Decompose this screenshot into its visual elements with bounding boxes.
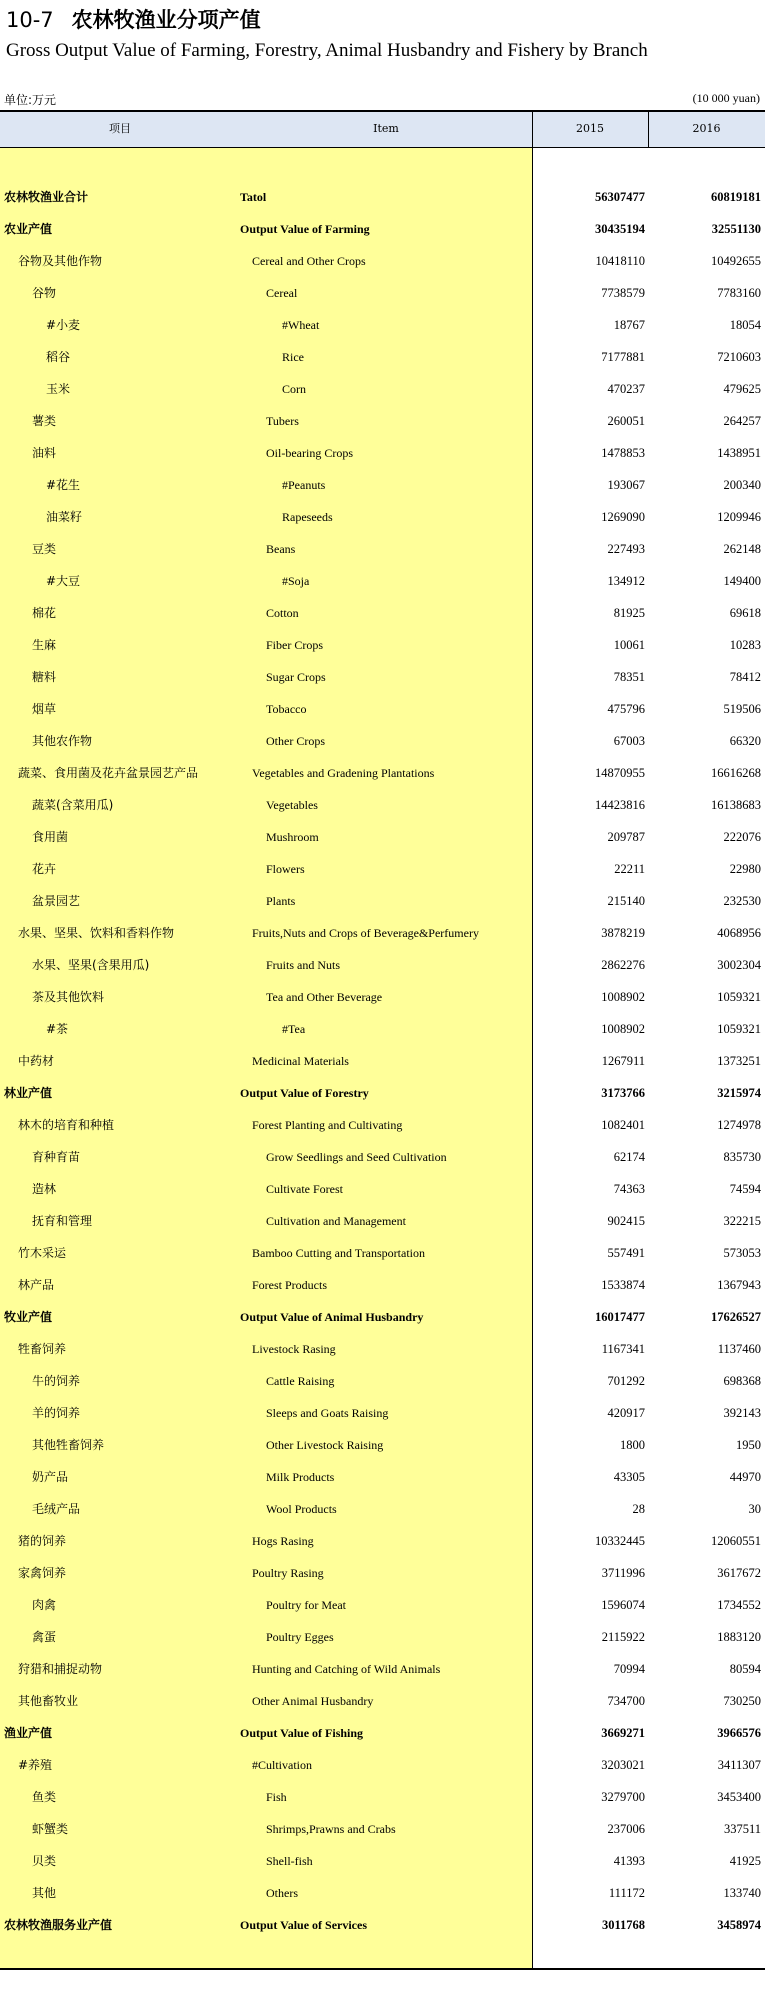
value-2015: 734700: [607, 1694, 645, 1708]
table-row: [0, 1845, 765, 1877]
row-label-cn: 狩猎和捕捉动物: [18, 1662, 103, 1676]
table-row: [0, 1365, 765, 1397]
table-row: [0, 1397, 765, 1429]
row-label-cn: 毛绒产品: [32, 1502, 81, 1516]
value-2015: 3203021: [601, 1758, 645, 1772]
value-2016: 7210603: [717, 350, 761, 364]
table-row: [0, 405, 765, 437]
row-label-cn: 竹木采运: [18, 1246, 67, 1260]
value-2016: 1373251: [717, 1054, 761, 1068]
table-row: [0, 1461, 765, 1493]
row-label-cn: 水果、坚果(含果用瓜): [32, 958, 150, 972]
value-2015: 30435194: [595, 222, 645, 236]
table-row: [0, 341, 765, 373]
table-row: [0, 821, 765, 853]
value-2016: 133740: [723, 1886, 761, 1900]
table-row: [0, 661, 765, 693]
table-row: [0, 1557, 765, 1589]
table-row: [0, 693, 765, 725]
row-label-en: Hunting and Catching of Wild Animals: [252, 1662, 441, 1676]
row-label-en: Vegetables and Gradening Plantations: [252, 766, 435, 780]
value-2016: 392143: [723, 1406, 761, 1420]
value-2016: 232530: [723, 894, 761, 908]
row-label-en: Grow Seedlings and Seed Cultivation: [266, 1150, 447, 1164]
value-2016: 3966576: [717, 1726, 761, 1740]
value-2015: 3173766: [601, 1086, 645, 1100]
row-label-en: Poultry Egges: [266, 1630, 334, 1644]
value-2015: 3669271: [601, 1726, 645, 1740]
value-2015: 70994: [613, 1662, 645, 1676]
row-label-en: Shell-fish: [266, 1854, 313, 1868]
value-2015: 1533874: [601, 1278, 645, 1292]
row-label-cn: 花卉: [32, 862, 57, 876]
row-label-cn: 农林牧渔服务业产值: [4, 1918, 113, 1932]
table-row: [0, 469, 765, 501]
row-label-cn: 林木的培育和种植: [18, 1118, 115, 1132]
header-item-en: Item: [373, 122, 399, 135]
table-row: [0, 1333, 765, 1365]
row-label-en: Sleeps and Goats Raising: [266, 1406, 389, 1420]
value-2015: 67003: [613, 734, 645, 748]
row-label-cn: 渔业产值: [4, 1726, 53, 1740]
value-2015: 43305: [613, 1470, 645, 1484]
value-2015: 18767: [613, 318, 645, 332]
row-label-cn: 其他畜牧业: [18, 1694, 79, 1708]
row-label-cn: 贝类: [32, 1854, 57, 1868]
row-label-en: Livestock Rasing: [252, 1342, 336, 1356]
value-2015: 3279700: [601, 1790, 645, 1804]
header-year-2016: 2016: [692, 122, 721, 135]
unit-cn: 单位:万元: [4, 93, 57, 107]
table-title: [6, 4, 261, 34]
value-2015: 3011768: [601, 1918, 645, 1932]
value-2015: 420917: [607, 1406, 645, 1420]
table-row: [0, 1749, 765, 1781]
value-2016: 1137460: [717, 1342, 761, 1356]
value-2015: 557491: [607, 1246, 645, 1260]
row-label-cn: 牛的饲养: [32, 1374, 81, 1388]
value-2016: 1367943: [717, 1278, 761, 1292]
row-label-en: Fish: [266, 1790, 287, 1804]
row-label-en: Vegetables: [266, 798, 318, 812]
value-2016: 3617672: [717, 1566, 761, 1580]
row-label-cn: 生麻: [32, 638, 57, 652]
table-row: [0, 1301, 765, 1333]
value-2016: 149400: [723, 574, 761, 588]
row-label-cn: 糖料: [32, 670, 57, 684]
row-label-en: Mushroom: [266, 830, 319, 844]
value-2016: 1059321: [717, 990, 761, 1004]
value-2015: 14423816: [595, 798, 645, 812]
value-2015: 193067: [607, 478, 645, 492]
table-row: [0, 1685, 765, 1717]
value-2015: 3711996: [601, 1566, 645, 1580]
table-row: [0, 245, 765, 277]
table-row: [0, 1781, 765, 1813]
value-2016: 66320: [729, 734, 761, 748]
row-label-en: Poultry for Meat: [266, 1598, 346, 1612]
table-row: [0, 1717, 765, 1749]
value-2016: 3215974: [717, 1086, 761, 1100]
value-2015: 227493: [607, 542, 645, 556]
row-label-en: Tatol: [240, 190, 267, 204]
row-label-en: Medicinal Materials: [252, 1054, 349, 1068]
row-label-cn: 茶及其他饮料: [32, 990, 105, 1004]
value-2016: 7783160: [717, 286, 761, 300]
value-2016: 41925: [729, 1854, 761, 1868]
value-2016: 262148: [723, 542, 761, 556]
row-label-cn: 烟草: [32, 702, 57, 716]
value-2015: 14870955: [595, 766, 645, 780]
row-label-en: Cereal: [266, 286, 298, 300]
value-2015: 56307477: [595, 190, 645, 204]
value-2016: 519506: [723, 702, 761, 716]
row-label-en: Tubers: [266, 414, 299, 428]
value-2016: 1883120: [717, 1630, 761, 1644]
value-2016: 3002304: [717, 958, 761, 972]
value-2015: 62174: [613, 1150, 645, 1164]
value-2015: 1800: [620, 1438, 645, 1452]
value-2016: 1438951: [717, 446, 761, 460]
title-en: Gross Output Value of Farming, Forestry, Animal Husbandry and Fishery by Branch: [6, 40, 648, 61]
value-2016: 337511: [723, 1822, 761, 1836]
row-label-en: Rice: [282, 350, 304, 364]
value-2015: 237006: [607, 1822, 645, 1836]
row-label-cn: 农林牧渔业合计: [4, 190, 89, 204]
row-label-cn: #大豆: [46, 574, 81, 588]
table-row: [0, 1525, 765, 1557]
table-number: 10-7: [6, 8, 54, 32]
value-2016: 698368: [723, 1374, 761, 1388]
value-2016: 22980: [729, 862, 761, 876]
table-row: [0, 565, 765, 597]
row-label-en: Tea and Other Beverage: [266, 990, 383, 1004]
value-2016: 835730: [723, 1150, 761, 1164]
value-2015: 1269090: [601, 510, 645, 524]
value-2015: 1167341: [601, 1342, 645, 1356]
row-label-en: #Tea: [282, 1022, 306, 1036]
row-label-en: Poultry Rasing: [252, 1566, 324, 1580]
row-label-cn: 牲畜饲养: [18, 1342, 67, 1356]
row-label-cn: 肉禽: [32, 1598, 57, 1612]
row-label-en: Cotton: [266, 606, 299, 620]
value-2015: 2115922: [601, 1630, 645, 1644]
row-label-en: Fiber Crops: [266, 638, 323, 652]
table-row: [0, 181, 765, 213]
value-2016: 1950: [736, 1438, 761, 1452]
table-row: [0, 1909, 765, 1941]
row-label-cn: 蔬菜、食用菌及花卉盆景园艺产品: [18, 766, 199, 780]
header-bottom-rule: [0, 147, 765, 148]
row-label-en: Other Crops: [266, 734, 325, 748]
table-row: [0, 1877, 765, 1909]
row-label-cn: 玉米: [46, 382, 71, 396]
row-label-cn: 油菜籽: [46, 510, 83, 524]
value-2015: 701292: [607, 1374, 645, 1388]
table-row: [0, 789, 765, 821]
value-2016: 1734552: [717, 1598, 761, 1612]
row-label-cn: 其他农作物: [32, 734, 93, 748]
column-divider: [648, 111, 649, 147]
value-2015: 1596074: [601, 1598, 645, 1612]
value-2015: 16017477: [595, 1310, 645, 1324]
table-row: [0, 1077, 765, 1109]
value-2016: 264257: [723, 414, 761, 428]
table-row: [0, 597, 765, 629]
table-row: [0, 917, 765, 949]
row-label-cn: 抚育和管理: [32, 1214, 93, 1228]
row-label-en: Bamboo Cutting and Transportation: [252, 1246, 426, 1260]
row-label-en: Cereal and Other Crops: [252, 254, 366, 268]
value-2015: 1008902: [601, 1022, 645, 1036]
value-2016: 200340: [723, 478, 761, 492]
value-2016: 1059321: [717, 1022, 761, 1036]
value-2016: 1274978: [717, 1118, 761, 1132]
title-cn: 农林牧渔业分项产值: [71, 8, 261, 32]
value-2015: 2862276: [601, 958, 645, 972]
value-2016: 44970: [729, 1470, 761, 1484]
value-2015: 902415: [607, 1214, 645, 1228]
row-label-en: Output Value of Farming: [240, 222, 370, 236]
table-row: [0, 1173, 765, 1205]
row-label-cn: 家禽饲养: [18, 1566, 67, 1580]
value-2016: 322215: [723, 1214, 761, 1228]
value-2016: 1209946: [717, 510, 761, 524]
row-label-cn: 猪的饲养: [18, 1534, 67, 1548]
row-label-en: Plants: [266, 894, 296, 908]
value-2015: 10332445: [595, 1534, 645, 1548]
table-row: [0, 885, 765, 917]
value-2015: 209787: [607, 830, 645, 844]
row-label-en: Shrimps,Prawns and Crabs: [266, 1822, 396, 1836]
value-2016: 3458974: [717, 1918, 761, 1932]
value-2016: 74594: [729, 1182, 761, 1196]
value-2015: 41393: [613, 1854, 645, 1868]
value-2016: 17626527: [711, 1310, 761, 1324]
table-row: [0, 437, 765, 469]
value-2016: 78412: [729, 670, 761, 684]
value-2016: 10283: [729, 638, 761, 652]
value-2016: 16138683: [711, 798, 761, 812]
row-label-cn: 禽蛋: [32, 1630, 57, 1644]
table-row: [0, 1141, 765, 1173]
row-label-cn: #养殖: [18, 1758, 53, 1772]
value-2015: 74363: [613, 1182, 645, 1196]
row-label-cn: 造林: [32, 1182, 57, 1196]
row-label-cn: 水果、坚果、饮料和香料作物: [18, 926, 175, 940]
table-row: [0, 1429, 765, 1461]
table-row: [0, 373, 765, 405]
row-label-en: #Soja: [282, 574, 310, 588]
table-row: [0, 1813, 765, 1845]
table-row: [0, 1589, 765, 1621]
value-2015: 22211: [614, 862, 645, 876]
row-label-en: Fruits,Nuts and Crops of Beverage&Perfumery: [252, 926, 479, 940]
row-label-en: Fruits and Nuts: [266, 958, 341, 972]
table-row: [0, 277, 765, 309]
row-label-cn: 牧业产值: [4, 1310, 53, 1324]
value-2015: 1478853: [601, 446, 645, 460]
table-row: [0, 853, 765, 885]
row-label-cn: 林产品: [18, 1278, 55, 1292]
row-label-en: #Cultivation: [252, 1758, 312, 1772]
row-label-cn: 豆类: [32, 542, 57, 556]
row-label-en: Output Value of Services: [240, 1918, 368, 1932]
row-label-cn: 农业产值: [4, 222, 53, 236]
row-label-en: Rapeseeds: [282, 510, 333, 524]
row-label-en: Output Value of Fishing: [240, 1726, 364, 1740]
value-2015: 7177881: [601, 350, 645, 364]
row-label-cn: #小麦: [46, 318, 81, 332]
value-2016: 730250: [723, 1694, 761, 1708]
value-2015: 111172: [608, 1886, 645, 1900]
value-2016: 573053: [723, 1246, 761, 1260]
value-2015: 28: [632, 1502, 645, 1516]
table-row: [0, 1621, 765, 1653]
row-label-en: Output Value of Forestry: [240, 1086, 369, 1100]
value-2016: 60819181: [711, 190, 761, 204]
row-label-cn: 虾蟹类: [32, 1822, 69, 1836]
row-label-en: Others: [266, 1886, 298, 1900]
row-label-en: Oil-bearing Crops: [266, 446, 353, 460]
table-row: [0, 213, 765, 245]
row-label-en: Corn: [282, 382, 306, 396]
value-2016: 18054: [729, 318, 761, 332]
table-row: [0, 981, 765, 1013]
value-2015: 78351: [613, 670, 645, 684]
value-2016: 10492655: [711, 254, 761, 268]
row-label-en: Forest Planting and Cultivating: [252, 1118, 403, 1132]
row-label-cn: 奶产品: [32, 1470, 69, 1484]
value-2016: 3411307: [717, 1758, 761, 1772]
row-label-cn: 其他牲畜饲养: [32, 1438, 105, 1452]
row-label-cn: 稻谷: [46, 350, 71, 364]
row-label-cn: 中药材: [18, 1054, 55, 1068]
value-2015: 10061: [613, 638, 645, 652]
row-label-en: #Wheat: [282, 318, 320, 332]
value-2016: 4068956: [717, 926, 761, 940]
table-row: [0, 1269, 765, 1301]
value-2015: 81925: [613, 606, 645, 620]
value-2016: 3453400: [717, 1790, 761, 1804]
row-label-cn: 育种育苗: [32, 1150, 81, 1164]
value-2016: 30: [748, 1502, 761, 1516]
row-label-en: Sugar Crops: [266, 670, 326, 684]
value-2016: 12060551: [711, 1534, 761, 1548]
table-row: [0, 1493, 765, 1525]
row-label-en: Forest Products: [252, 1278, 327, 1292]
row-label-en: Other Livestock Raising: [266, 1438, 384, 1452]
row-label-cn: 鱼类: [32, 1790, 57, 1804]
row-label-en: Tobacco: [266, 702, 307, 716]
value-2015: 1082401: [601, 1118, 645, 1132]
value-2016: 222076: [723, 830, 761, 844]
table-row: [0, 1013, 765, 1045]
table-top-rule: [0, 110, 765, 112]
row-label-cn: 其他: [32, 1886, 57, 1900]
row-label-en: Output Value of Animal Husbandry: [240, 1310, 424, 1324]
table-row: [0, 1653, 765, 1685]
value-2015: 134912: [607, 574, 645, 588]
row-label-en: Milk Products: [266, 1470, 335, 1484]
row-label-en: Flowers: [266, 862, 305, 876]
table-row: [0, 1045, 765, 1077]
row-label-cn: #茶: [46, 1022, 69, 1036]
row-label-en: #Peanuts: [282, 478, 326, 492]
table-row: [0, 1237, 765, 1269]
value-2016: 69618: [729, 606, 761, 620]
row-label-en: Hogs Rasing: [252, 1534, 314, 1548]
row-label-cn: 食用菌: [32, 830, 69, 844]
value-2016: 32551130: [711, 222, 761, 236]
table-row: [0, 501, 765, 533]
table-row: [0, 757, 765, 789]
value-2015: 215140: [607, 894, 645, 908]
table-row: [0, 949, 765, 981]
value-2015: 475796: [607, 702, 645, 716]
row-label-en: Cattle Raising: [266, 1374, 335, 1388]
table-bottom-rule: [0, 1968, 765, 1970]
table-row: [0, 533, 765, 565]
row-label-cn: 薯类: [32, 414, 57, 428]
row-label-en: Wool Products: [266, 1502, 337, 1516]
row-label-en: Cultivation and Management: [266, 1214, 406, 1228]
row-label-cn: 谷物: [32, 286, 57, 300]
value-2015: 10418110: [595, 254, 645, 268]
header-year-2015: 2015: [576, 122, 604, 135]
table-row: [0, 725, 765, 757]
row-label-en: Other Animal Husbandry: [252, 1694, 374, 1708]
row-label-cn: 蔬菜(含菜用瓜): [32, 798, 114, 812]
value-2015: 1267911: [601, 1054, 645, 1068]
row-label-en: Cultivate Forest: [266, 1182, 343, 1196]
table-row: [0, 1205, 765, 1237]
row-label-cn: 羊的饲养: [32, 1406, 81, 1420]
row-label-cn: 盆景园艺: [32, 894, 81, 908]
row-label-cn: 谷物及其他作物: [18, 254, 103, 268]
row-label-cn: 油料: [32, 446, 57, 460]
table-row: [0, 629, 765, 661]
header-item-cn: 项目: [109, 122, 131, 135]
table-row: [0, 1109, 765, 1141]
row-label-cn: 棉花: [32, 606, 57, 620]
value-2015: 470237: [607, 382, 645, 396]
value-2015: 3878219: [601, 926, 645, 940]
value-2016: 80594: [729, 1662, 761, 1676]
unit-en: (10 000 yuan): [692, 91, 760, 105]
row-label-en: Beans: [266, 542, 296, 556]
value-2016: 16616268: [711, 766, 761, 780]
value-2015: 260051: [607, 414, 645, 428]
row-label-cn: #花生: [46, 478, 81, 492]
value-2015: 7738579: [601, 286, 645, 300]
table-row: [0, 309, 765, 341]
value-2015: 1008902: [601, 990, 645, 1004]
value-2016: 479625: [723, 382, 761, 396]
row-label-cn: 林业产值: [4, 1086, 53, 1100]
